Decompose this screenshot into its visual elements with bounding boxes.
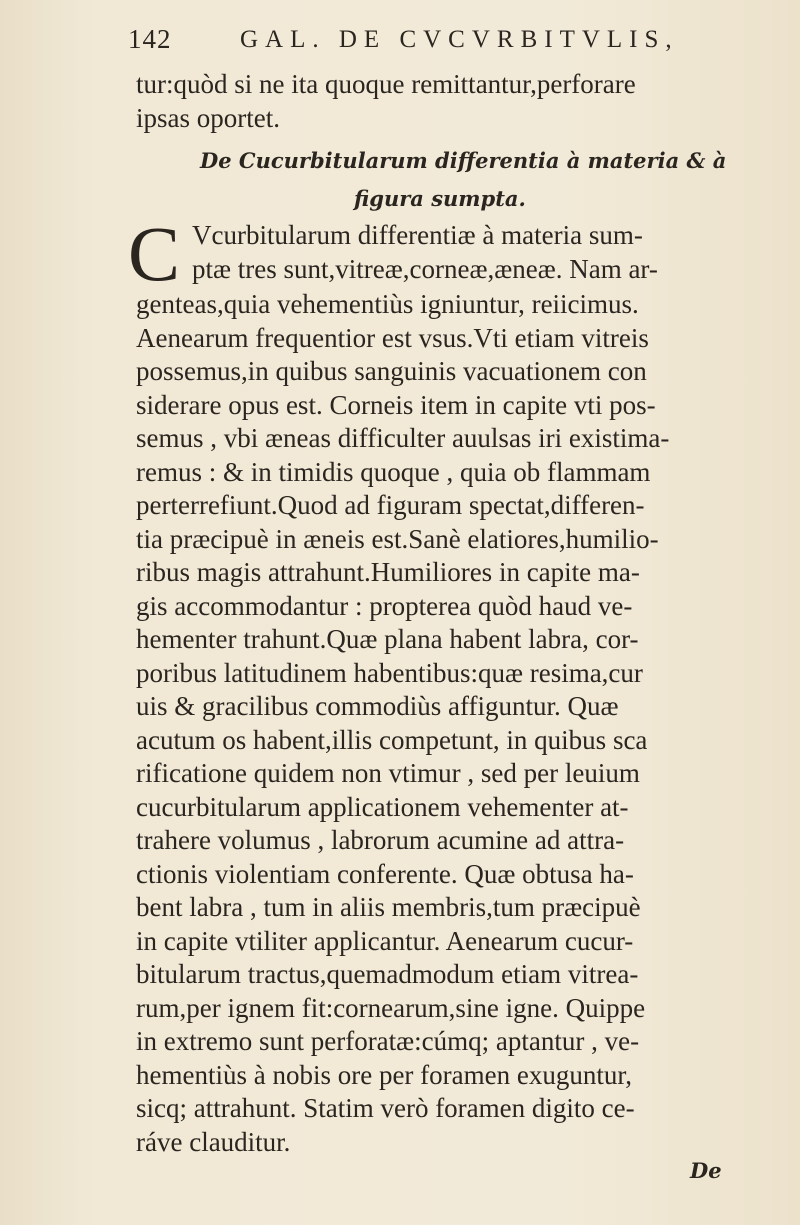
text-line: uis & gracilibus commodiùs affiguntur. Quæ — [136, 691, 619, 721]
text-line: in extremo sunt perforatæ:cúmq; aptantur , ve- — [136, 1026, 640, 1056]
section-heading-line: De Cucurbitularum differentia à materia & à — [200, 148, 727, 173]
text-line: perterrefiunt.Quod ad figuram spectat,differen- — [136, 490, 645, 520]
text-line: semus , vbi æneas difficulter auulsas iri existima- — [136, 423, 670, 453]
text-line: genteas,quia vehementiùs igniuntur, reiicimus. — [136, 289, 639, 319]
text-line: ipsas oportet. — [136, 102, 280, 133]
text-block — [128, 68, 766, 1159]
text-line: possemus,in quibus sanguinis vacuationem con — [136, 356, 647, 386]
text-line: hementer trahunt.Quæ plana habent labra, cor- — [136, 624, 639, 654]
text-line: ráve clauditur. — [136, 1126, 291, 1157]
text-line: tur:quòd si ne ita quoque remittantur,perforare — [136, 69, 636, 99]
drop-capital: C — [128, 210, 181, 297]
text-line: gis accommodantur : propterea quòd haud ve- — [136, 590, 633, 621]
text-line: cucurbitularum applicationem vehementer at- — [136, 791, 629, 822]
text-line: siderare opus est. Corneis item in capite vti pos- — [136, 389, 656, 420]
page-header — [128, 22, 688, 62]
catchword: De — [690, 1158, 722, 1183]
running-head: GAL. DE CVCVRBITVLIS, — [240, 26, 679, 53]
text-line: rificatione quidem non vtimur , sed per leuium — [136, 758, 640, 788]
text-line: trahere volumus , labrorum acumine ad attra- — [136, 825, 625, 855]
text-line: Vcurbitularum differentiæ à materia sum- — [192, 220, 643, 250]
text-line: in capite vtiliter applicantur. Aenearum cucur- — [136, 925, 634, 956]
page-number: 142 — [128, 24, 172, 54]
text-line: ribus magis attrahunt.Humiliores in capite ma- — [136, 557, 640, 587]
text-line: tia præcipuè in æneis est.Sanè elatiores,humilio- — [136, 523, 659, 554]
text-line: Aenearum frequentior est vsus.Vti etiam vitreis — [136, 322, 649, 353]
text-line: acutum os habent,illis competunt, in quibus sca — [136, 724, 648, 755]
paragraph-body — [136, 288, 766, 1159]
text-line: ctionis violentiam conferente. Quæ obtusa ha- — [136, 858, 634, 889]
text-line: bent labra , tum in aliis membris,tum præcipuè — [136, 892, 641, 922]
text-line: remus : & in timidis quoque , quia ob flammam — [136, 456, 651, 487]
text-line: bitularum tractus,quemadmodum etiam vitrea- — [136, 959, 639, 989]
section-heading-line: figura sumpta. — [354, 186, 526, 211]
text-line: rum,per ignem fit:cornearum,sine igne. Quippe — [136, 992, 646, 1023]
text-line: hementiùs à nobis ore per foramen exuguntur, — [136, 1059, 633, 1090]
paragraph-opening — [128, 210, 766, 297]
text-line: sicq; attrahunt. Statim verò foramen digito ce- — [136, 1093, 635, 1123]
text-line: ptæ tres sunt,vitreæ,corneæ,æneæ. Nam ar- — [192, 253, 658, 284]
text-line: poribus latitudinem habentibus:quæ resima,cur — [136, 657, 643, 688]
